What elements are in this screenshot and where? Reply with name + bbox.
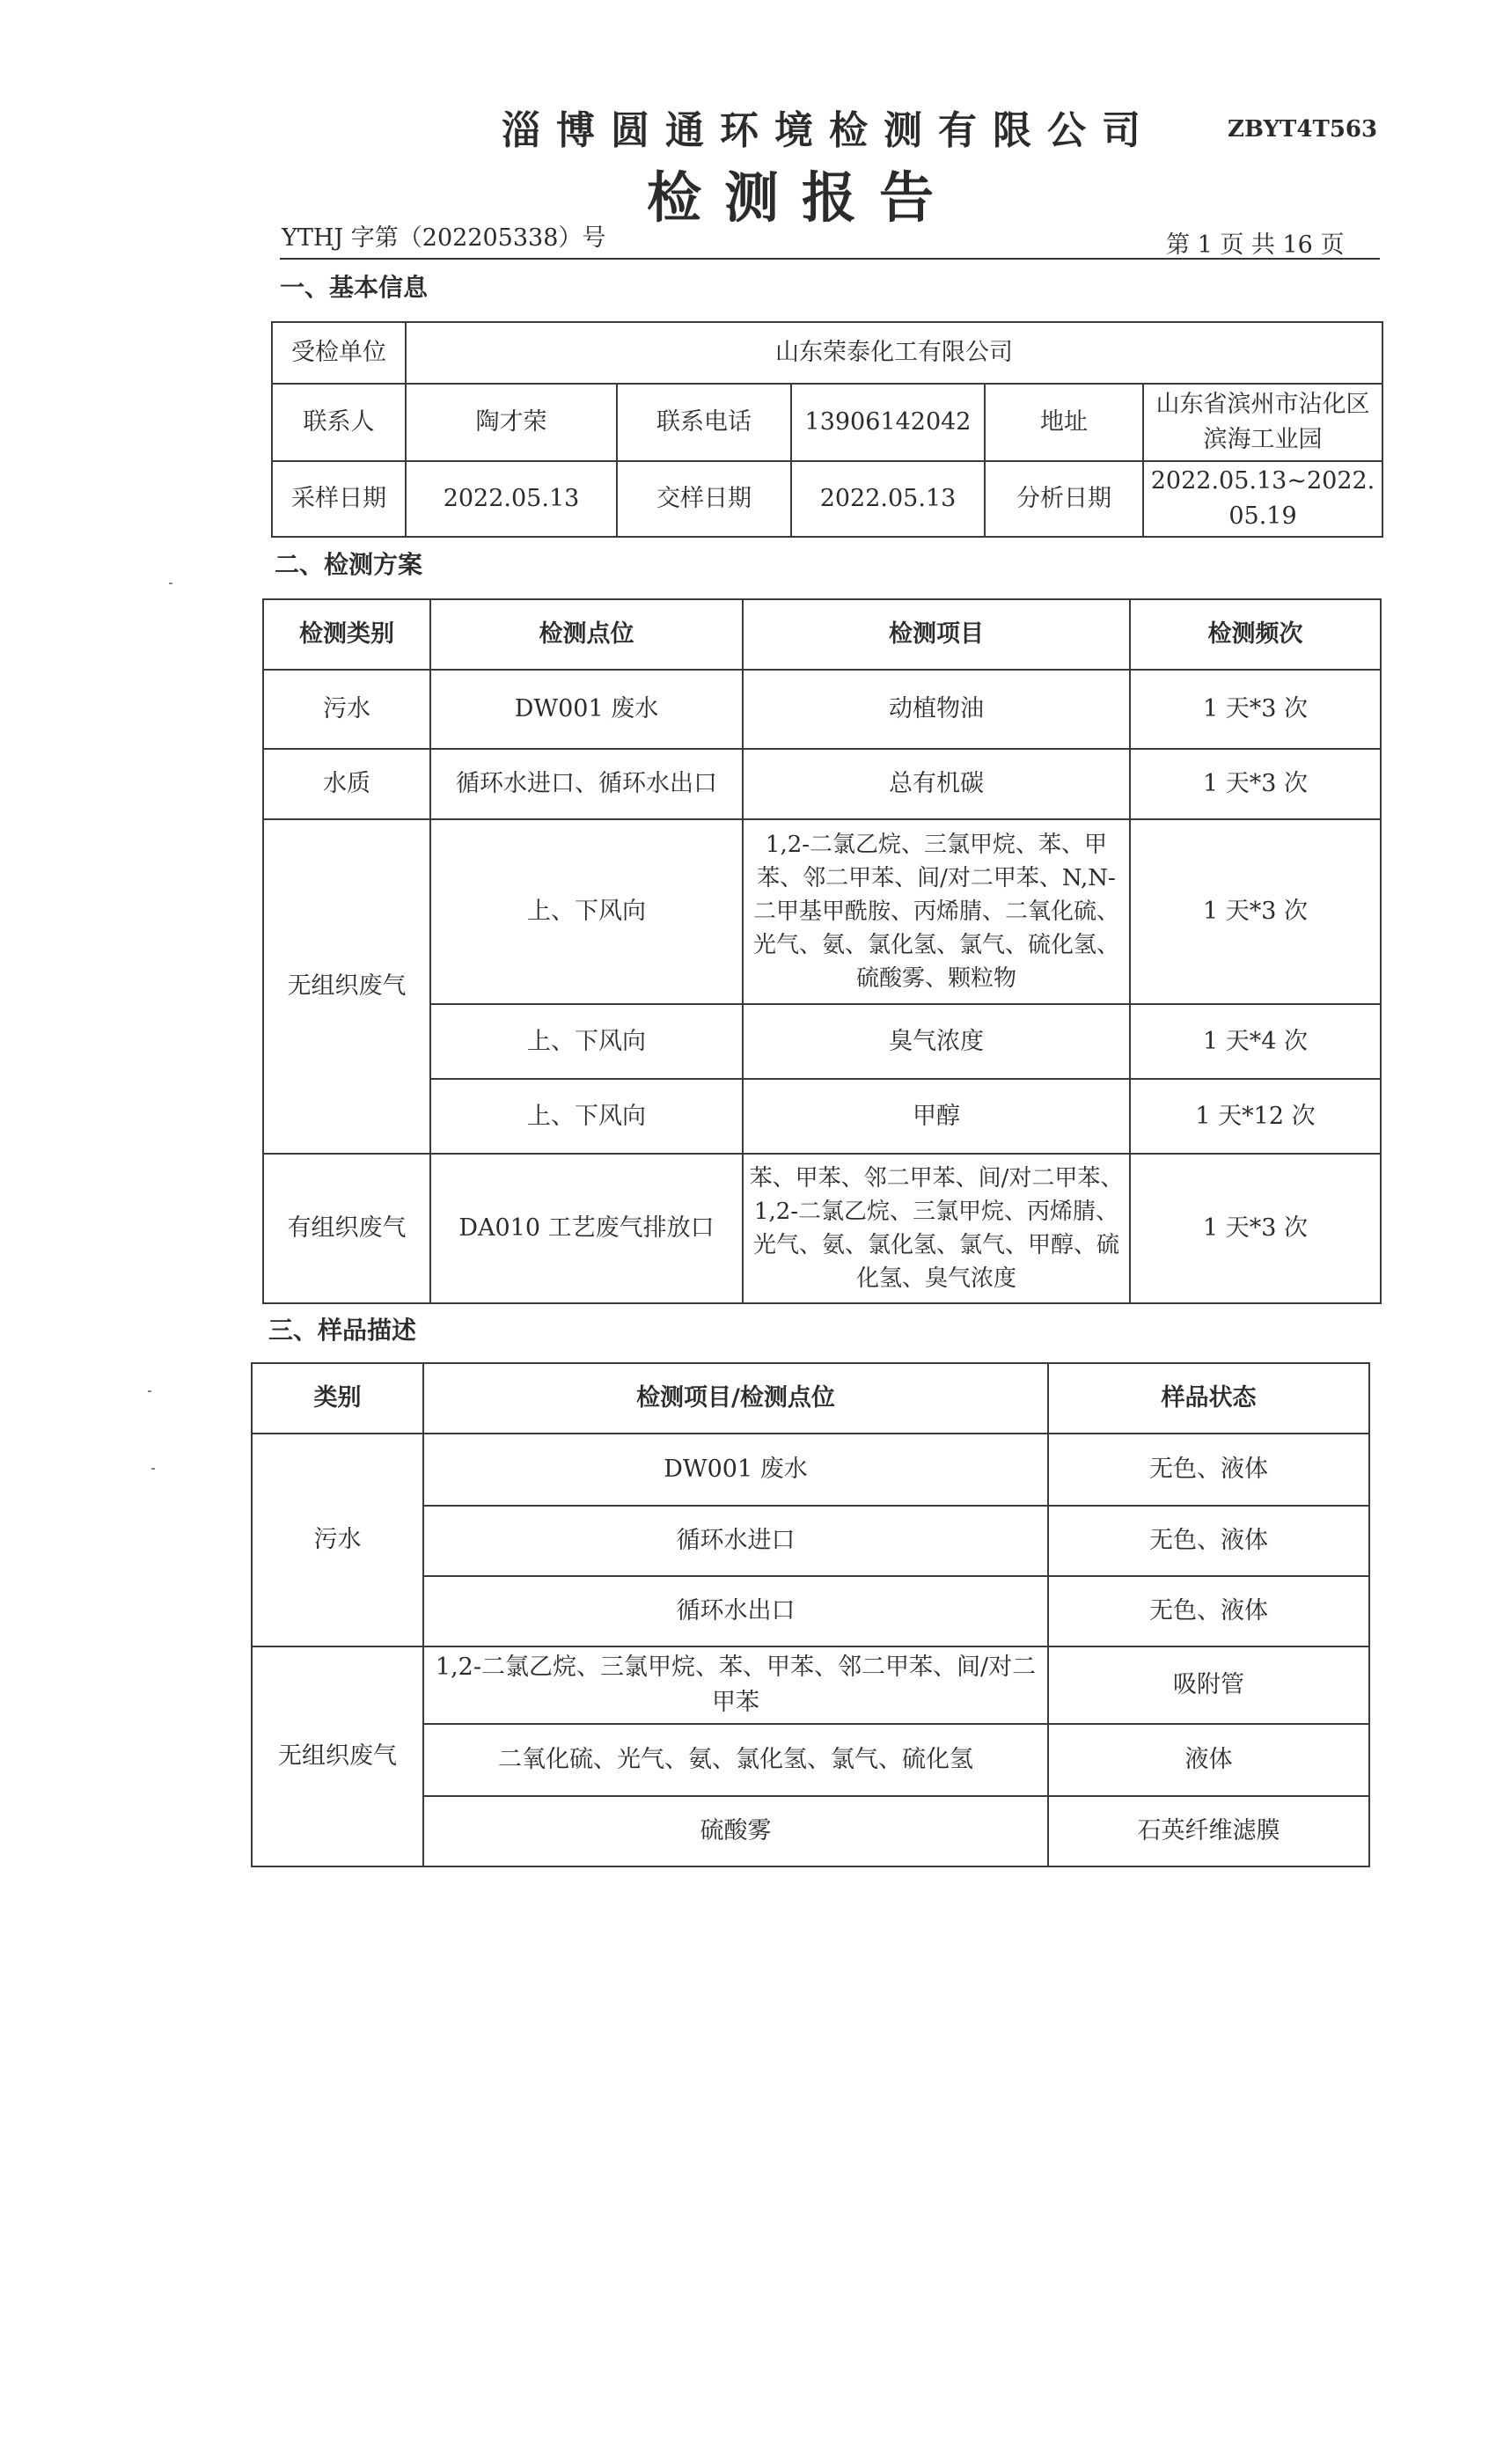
section-plan-title: 二、检测方案 [275,550,423,579]
table-row [263,1004,1381,1079]
delivery-date-value: 2022.05.13 [791,461,985,537]
sampling-date-value: 2022.05.13 [406,461,617,537]
samples-state: 液体 [1048,1724,1369,1796]
plan-category: 无组织废气 [263,819,430,1154]
samples-item: 循环水进口 [423,1506,1048,1576]
samples-item: 1,2-二氯乙烷、三氯甲烷、苯、甲苯、邻二甲苯、间/对二甲苯 [423,1646,1048,1724]
table-row [263,1079,1381,1154]
scan-mark [148,1390,151,1392]
samples-category: 无组织废气 [252,1646,423,1866]
report-title: 检测报告 [647,165,957,230]
contact-value: 陶才荣 [406,384,617,461]
header-divider [280,258,1380,260]
plan-point: DW001 废水 [430,670,743,749]
samples-item: 硫酸雾 [423,1796,1048,1866]
plan-point: 循环水进口、循环水出口 [430,749,743,819]
samples-state: 无色、液体 [1048,1506,1369,1576]
samples-item: 二氧化硫、光气、氨、氯化氢、氯气、硫化氢 [423,1724,1048,1796]
samples-state: 无色、液体 [1048,1576,1369,1646]
plan-category: 污水 [263,670,430,749]
plan-point: 上、下风向 [430,1079,743,1154]
section-samples-title: 三、样品描述 [268,1316,417,1345]
plan-point: 上、下风向 [430,819,743,1004]
table-row [252,1646,1369,1724]
samples-table [251,1362,1370,1867]
section-basic-info-title: 一、基本信息 [280,273,429,302]
delivery-date-label: 交样日期 [617,461,791,537]
inspected-unit-value: 山东荣泰化工有限公司 [406,322,1382,384]
contact-label: 联系人 [272,384,406,461]
plan-frequency: 1 天*12 次 [1130,1079,1381,1154]
report-number: YTHJ 字第（202205338）号 [282,224,606,252]
plan-item: 总有机碳 [743,749,1130,819]
page-info: 第 1 页 共 16 页 [1166,231,1345,259]
plan-frequency: 1 天*4 次 [1130,1004,1381,1079]
plan-point: 上、下风向 [430,1004,743,1079]
analysis-date-label: 分析日期 [985,461,1143,537]
inspected-unit-label: 受检单位 [272,322,406,384]
plan-category: 水质 [263,749,430,819]
plan-header-item: 检测项目 [743,599,1130,670]
phone-label: 联系电话 [617,384,791,461]
plan-item: 臭气浓度 [743,1004,1130,1079]
address-value: 山东省滨州市沾化区滨海工业园 [1143,384,1382,461]
plan-item: 1,2-二氯乙烷、三氯甲烷、苯、甲苯、邻二甲苯、间/对二甲苯、N,N-二甲基甲酰胺、丙烯腈、二氧化硫、光气、氨、氯化氢、氯气、硫化氢、硫酸雾、颗粒物 [743,819,1130,1004]
plan-header-frequency: 检测频次 [1130,599,1381,670]
table-row [263,749,1381,819]
document-code: ZBYT4T563 [1228,116,1378,143]
plan-frequency: 1 天*3 次 [1130,749,1381,819]
samples-item: 循环水出口 [423,1576,1048,1646]
samples-state: 石英纤维滤膜 [1048,1796,1369,1866]
samples-item: DW001 废水 [423,1434,1048,1506]
samples-header-category: 类别 [252,1363,423,1434]
plan-table [262,598,1382,1304]
scan-mark [151,1468,155,1470]
scan-mark [169,583,172,584]
table-row [263,1154,1381,1303]
samples-state: 无色、液体 [1048,1434,1369,1506]
plan-frequency: 1 天*3 次 [1130,670,1381,749]
samples-category: 污水 [252,1434,423,1646]
plan-frequency: 1 天*3 次 [1130,819,1381,1004]
table-row [263,819,1381,1004]
plan-item: 动植物油 [743,670,1130,749]
address-label: 地址 [985,384,1143,461]
plan-category: 有组织废气 [263,1154,430,1303]
sampling-date-label: 采样日期 [272,461,406,537]
plan-header-category: 检测类别 [263,599,430,670]
plan-point: DA010 工艺废气排放口 [430,1154,743,1303]
samples-header-state: 样品状态 [1048,1363,1369,1434]
phone-value: 13906142042 [791,384,985,461]
analysis-date-value: 2022.05.13~2022.05.19 [1143,461,1382,537]
plan-item: 苯、甲苯、邻二甲苯、间/对二甲苯、1,2-二氯乙烷、三氯甲烷、丙烯腈、光气、氨、氯化氢、氯气、甲醇、硫化氢、臭气浓度 [743,1154,1130,1303]
plan-item: 甲醇 [743,1079,1130,1154]
plan-frequency: 1 天*3 次 [1130,1154,1381,1303]
samples-header-item: 检测项目/检测点位 [423,1363,1048,1434]
table-row [252,1434,1369,1506]
basic-info-table [271,321,1383,538]
table-row [263,670,1381,749]
samples-state: 吸附管 [1048,1646,1369,1724]
plan-header-point: 检测点位 [430,599,743,670]
company-name: 淄博圆通环境检测有限公司 [502,108,1156,153]
